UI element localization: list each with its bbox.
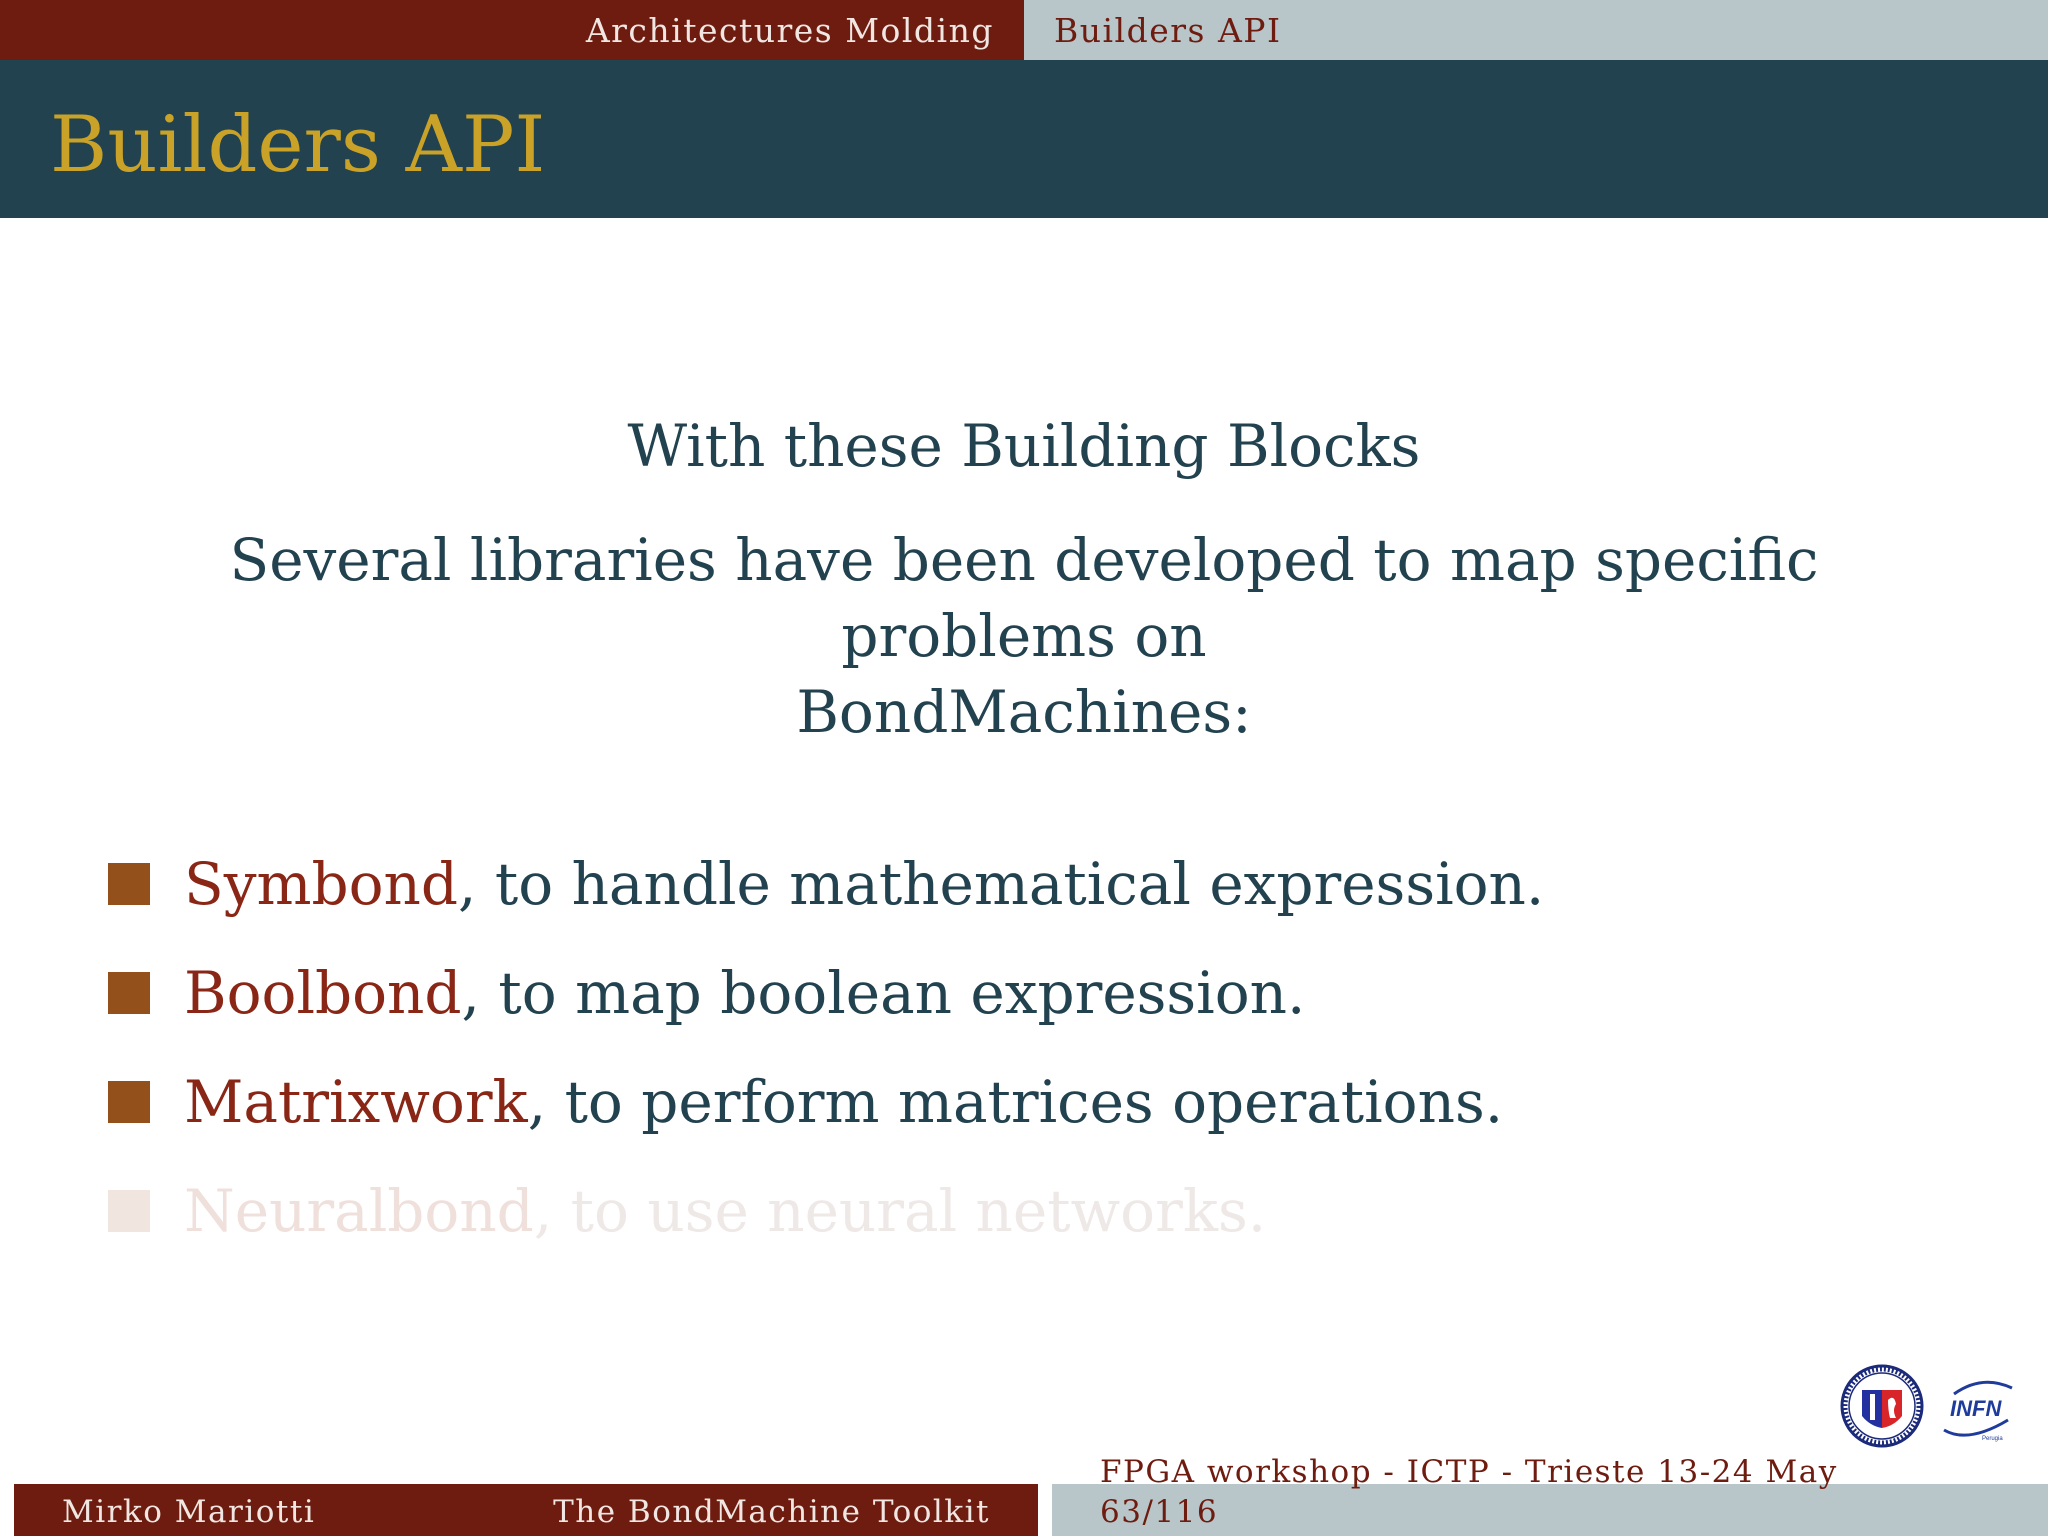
- paragraph-line-1: Several libraries have been developed to map specific problems on: [229, 526, 1819, 670]
- infn-logo: [1938, 1372, 2016, 1446]
- infn-logo-subtext: Perugia: [1982, 1436, 2003, 1442]
- item-text: , to handle mathematical expression.: [458, 850, 1545, 918]
- item-text: , to map boolean expression.: [461, 959, 1306, 1027]
- item-name: Matrixwork: [184, 1068, 528, 1136]
- footer-author: Mirko Mariotti: [62, 1494, 316, 1530]
- item-name: Neuralbond: [184, 1177, 534, 1245]
- item-text: , to perform matrices operations.: [527, 1068, 1504, 1136]
- slide-title: Builders API: [50, 100, 546, 190]
- square-bullet-icon: [108, 1081, 150, 1123]
- frame-title-bar: [0, 60, 2048, 218]
- nav-section-label: Architectures Molding: [585, 10, 994, 50]
- list-item-boolbond: [108, 959, 1305, 1027]
- infn-logo-text: INFN: [1950, 1396, 2002, 1421]
- square-bullet-icon: [108, 972, 150, 1014]
- nav-subsection-label: Builders API: [1054, 10, 1282, 50]
- footer-page-number: 63/116: [1100, 1494, 1219, 1530]
- university-seal-logo: [1840, 1364, 1924, 1448]
- square-bullet-icon: [108, 1190, 150, 1232]
- list-item-matrixwork: [108, 1068, 1503, 1136]
- top-navigation-bar: [0, 0, 2048, 60]
- nav-subsection[interactable]: [1024, 0, 2048, 60]
- item-name: Symbond: [184, 850, 459, 918]
- item-name: Boolbond: [184, 959, 462, 1027]
- slide-paragraph: [124, 522, 1924, 750]
- footer-left: [14, 1484, 1038, 1536]
- footer-event-info: [1100, 1452, 1838, 1532]
- paragraph-line-2: BondMachines:: [796, 678, 1252, 746]
- list-item-symbond: [108, 850, 1544, 918]
- slide-heading: With these Building Blocks: [627, 412, 1421, 480]
- list-item-neuralbond: [108, 1177, 1266, 1245]
- nav-section[interactable]: [0, 0, 1024, 60]
- square-bullet-icon: [108, 863, 150, 905]
- footer-event: FPGA workshop - ICTP - Trieste 13-24 May: [1100, 1454, 1838, 1490]
- footer-short-title: The BondMachine Toolkit: [553, 1494, 990, 1530]
- item-text: , to use neural networks.: [533, 1177, 1267, 1245]
